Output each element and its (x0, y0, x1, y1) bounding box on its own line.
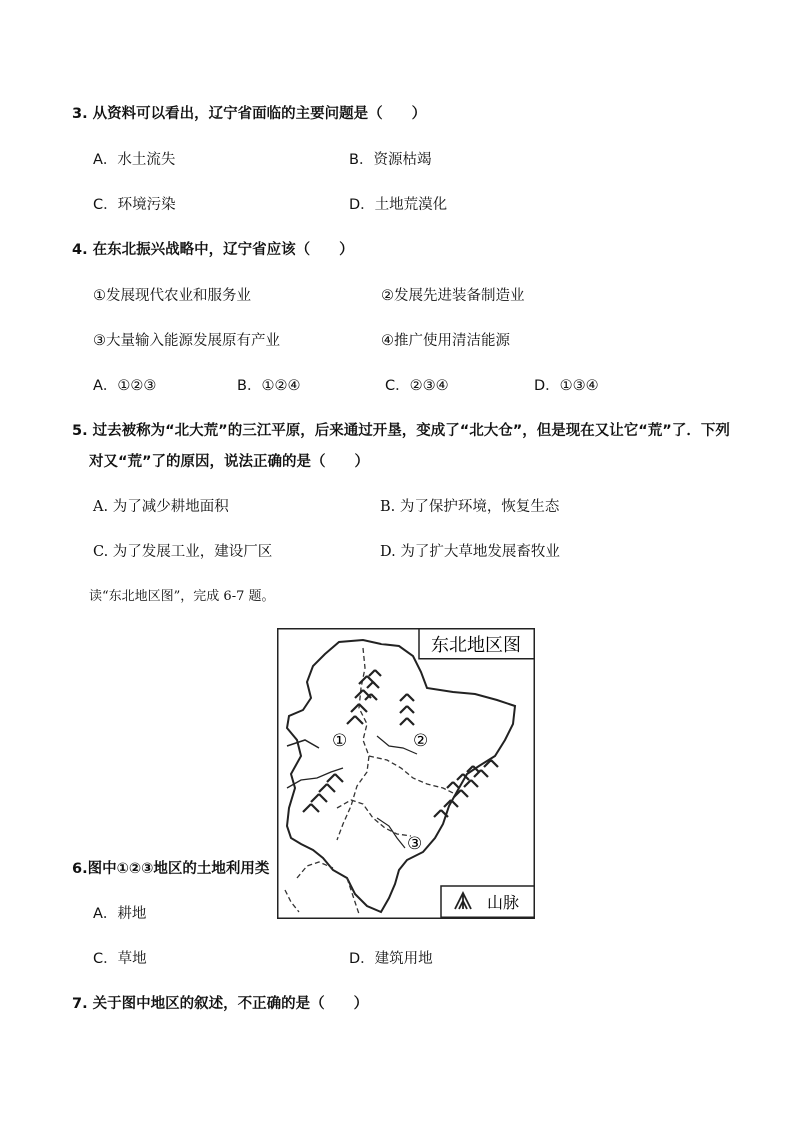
q4-option-d[interactable]: D．①③④ (534, 378, 599, 394)
q5-option-d[interactable]: D. 为了扩大草地发展畜牧业 (380, 544, 560, 560)
map-intro: 读“东北地区图”，完成 6-7 题。 (89, 589, 275, 604)
question-4-stem: 4. 在东北振兴战略中，辽宁省应该（ ） (72, 242, 354, 258)
map-title: 东北地区图 (431, 635, 521, 656)
map-label-1: ① (332, 731, 348, 751)
map-label-2: ② (413, 731, 429, 751)
question-5-stem-line1: 5. 过去被称为“北大荒”的三江平原，后来通过开垦，变成了“北大仓”，但是现在又让它“荒”了．下列 (72, 423, 730, 439)
q4-option-c[interactable]: C．②③④ (385, 378, 449, 394)
q4-item-1: ①发展现代农业和服务业 (93, 288, 251, 304)
q4-item-2: ②发展先进装备制造业 (381, 288, 525, 304)
q4-item-4: ④推广使用清洁能源 (381, 333, 510, 349)
question-5-stem-line2: 对又“荒”了的原因，说法正确的是（ ） (89, 454, 370, 470)
q6-option-a[interactable]: A．耕地 (93, 906, 147, 922)
northeast-map-graphic (277, 628, 535, 919)
map-legend-label: 山脉 (487, 893, 520, 912)
q4-option-a[interactable]: A．①②③ (93, 378, 157, 394)
map-label-3: ③ (407, 834, 423, 854)
q4-option-b[interactable]: B．①②④ (237, 378, 301, 394)
northeast-map (277, 628, 535, 919)
q3-option-c[interactable]: C．环境污染 (93, 197, 176, 213)
q5-option-a[interactable]: A. 为了减少耕地面积 (93, 499, 229, 515)
q5-option-c[interactable]: C. 为了发展工业，建设厂区 (93, 544, 273, 560)
q6-option-c[interactable]: C．草地 (93, 951, 147, 967)
q3-option-a[interactable]: A．水土流失 (93, 152, 176, 168)
q3-option-b[interactable]: B．资源枯竭 (349, 152, 432, 168)
q3-option-d[interactable]: D．土地荒漠化 (349, 197, 448, 213)
question-7-stem: 7. 关于图中地区的叙述，不正确的是（ ） (72, 996, 369, 1012)
q6-option-d[interactable]: D．建筑用地 (349, 951, 433, 967)
q4-item-3: ③大量输入能源发展原有产业 (93, 333, 280, 349)
question-6-stem: 6.图中①②③地区的土地利用类 (72, 861, 270, 877)
question-3-stem: 3. 从资料可以看出，辽宁省面临的主要问题是（ ） (72, 106, 427, 122)
q5-option-b[interactable]: B. 为了保护环境，恢复生态 (380, 499, 560, 515)
